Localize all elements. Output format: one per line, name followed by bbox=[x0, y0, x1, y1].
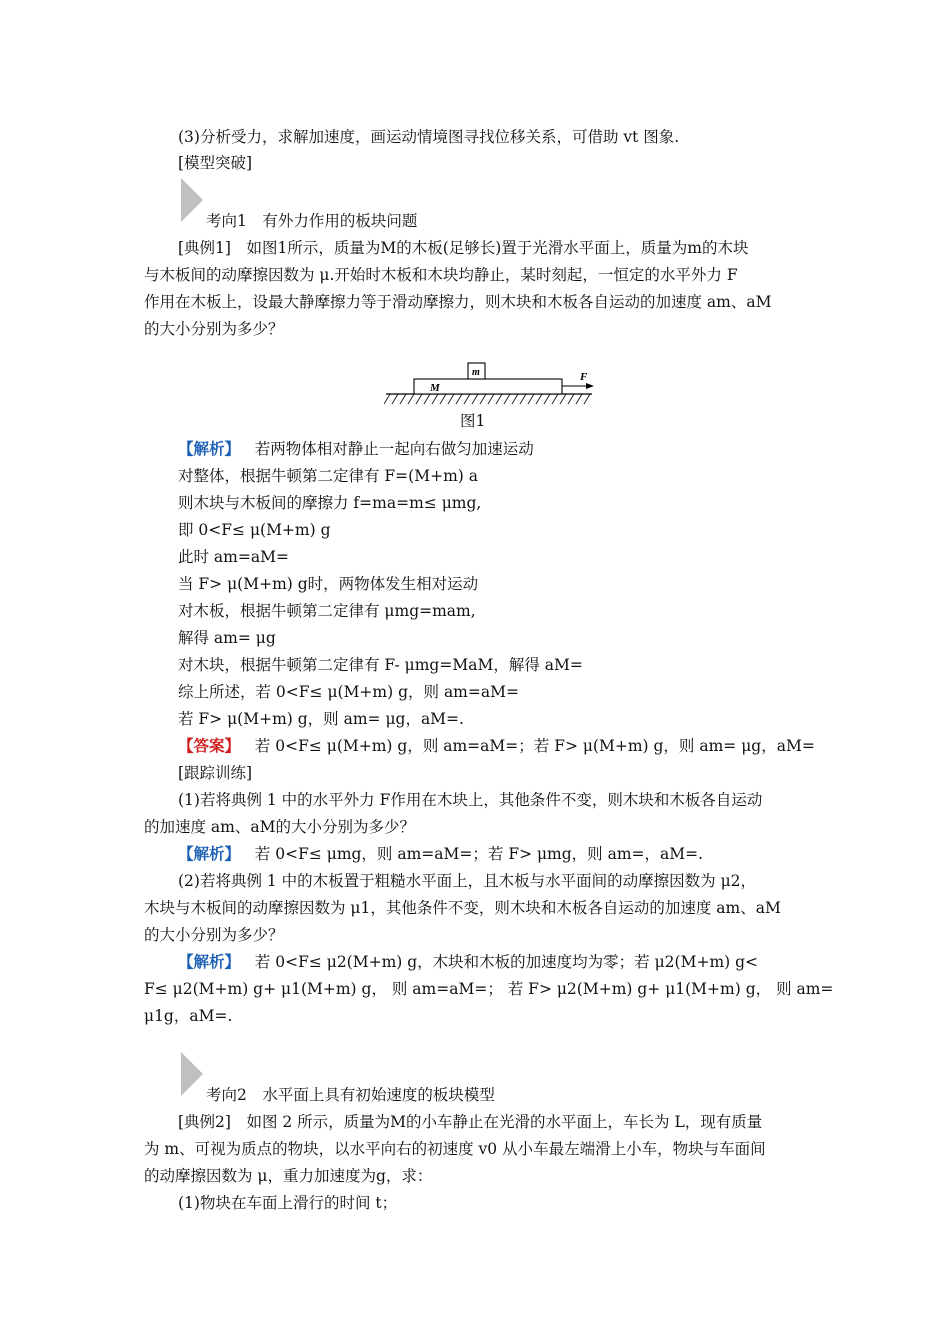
example2-question1: (1)物块在车面上滑行的时间 t； bbox=[178, 1194, 398, 1212]
solution-line7: 对木板，根据牛顿第二定律有 μmg=mam, bbox=[178, 602, 476, 620]
paragraph-step3: (3)分析受力，求解加速度，画运动情境图寻找位移关系，可借助 vt 图象. bbox=[178, 128, 680, 146]
section-heading-model: [模型突破] bbox=[178, 154, 253, 172]
training2-solution-line2: F≤ μ2(M+m) g+ μ1(M+m) g， 则 am=aM=； 若 F> μ2(M+m) g+ μ1(M+m) g， 则 am= bbox=[144, 980, 834, 998]
example2-line1: [典例2] 如图 2 所示，质量为M的小车静止在光滑的水平面上，车长为 L，现有质量 bbox=[178, 1113, 763, 1131]
training2-line1: (2)若将典例 1 中的木板置于粗糙水平面上，且木板与水平面间的动摩擦因数为 μ2， bbox=[178, 872, 757, 890]
solution-line3: 则木块与木板间的摩擦力 f=ma=m≤ μmg, bbox=[178, 494, 482, 512]
solution-line4: 即 0<F≤ μ(M+m) g bbox=[178, 521, 331, 539]
solution-line5: 此时 am=aM= bbox=[178, 548, 289, 566]
figure-1-diagram bbox=[384, 358, 594, 412]
section-heading-training: [跟踪训练] bbox=[178, 764, 253, 782]
triangle-marker-icon bbox=[181, 178, 203, 222]
analysis-tag: 【解析】 bbox=[178, 952, 241, 971]
figure-1-caption: 图1 bbox=[460, 412, 486, 430]
training2-line2: 木块与木板间的动摩擦因数为 μ1，其他条件不变，则木块和木板各自运动的加速度 am、aM bbox=[144, 899, 781, 917]
triangle-marker-icon bbox=[181, 1052, 203, 1096]
topic-heading-2: 考向2 水平面上具有初始速度的板块模型 bbox=[206, 1086, 495, 1104]
answer-tag: 【答案】 bbox=[178, 736, 241, 755]
force-label: F bbox=[580, 371, 588, 383]
board-label: M bbox=[430, 382, 440, 394]
solution-line1: 【解析】 若两物体相对静止一起向右做匀加速运动 bbox=[178, 439, 534, 458]
analysis-tag: 【解析】 bbox=[178, 844, 241, 863]
solution-line9: 对木块，根据牛顿第二定律有 F- μmg=MaM，解得 aM= bbox=[178, 656, 583, 674]
block-label: m bbox=[472, 367, 480, 378]
training2-solution-line1: 【解析】 若 0<F≤ μ2(M+m) g，木块和木板的加速度均为零；若 μ2(M+m) g< bbox=[178, 952, 759, 971]
example2-line2: 为 m、可视为质点的物块，以水平向右的初速度 v0 从小车最左端滑上小车，物块与车面间 bbox=[144, 1140, 766, 1158]
answer-line: 【答案】 若 0<F≤ μ(M+m) g，则 am=aM=；若 F> μ(M+m) g，则 am= μg，aM= bbox=[178, 736, 815, 755]
solution-line11: 若 F> μ(M+m) g，则 am= μg，aM=. bbox=[178, 710, 464, 728]
training1-line2: 的加速度 am、aM的大小分别为多少？ bbox=[144, 818, 415, 836]
topic-heading-1: 考向1 有外力作用的板块问题 bbox=[206, 212, 418, 230]
example1-line1: [典例1] 如图1所示，质量为M的木板(足够长)置于光滑水平面上，质量为m的木块 bbox=[178, 239, 749, 257]
solution-line6: 当 F> μ(M+m) g时，两物体发生相对运动 bbox=[178, 575, 479, 593]
example1-line3: 作用在木板上，设最大静摩擦力等于滑动摩擦力，则木块和木板各自运动的加速度 am、aM bbox=[144, 293, 772, 311]
example1-line2: 与木板间的动摩擦因数为 μ.开始时木板和木块均静止，某时刻起，一恒定的水平外力 F bbox=[144, 266, 738, 284]
training1-line1: (1)若将典例 1 中的水平外力 F作用在木块上，其他条件不变，则木块和木板各自运动 bbox=[178, 791, 763, 809]
example2-line3: 的动摩擦因数为 μ，重力加速度为g，求： bbox=[144, 1167, 433, 1185]
solution-line2: 对整体，根据牛顿第二定律有 F=(M+m) a bbox=[178, 467, 478, 485]
training2-line3: 的大小分别为多少？ bbox=[144, 926, 284, 944]
solution-line8: 解得 am= μg bbox=[178, 629, 276, 647]
example1-line4: 的大小分别为多少？ bbox=[144, 320, 284, 338]
analysis-tag: 【解析】 bbox=[178, 439, 241, 458]
training2-solution-line3: μ1g，aM=. bbox=[144, 1007, 233, 1025]
solution-line10: 综上所述，若 0<F≤ μ(M+m) g，则 am=aM= bbox=[178, 683, 519, 701]
training1-solution: 【解析】 若 0<F≤ μmg，则 am=aM=；若 F> μmg，则 am=，aM=. bbox=[178, 844, 704, 863]
